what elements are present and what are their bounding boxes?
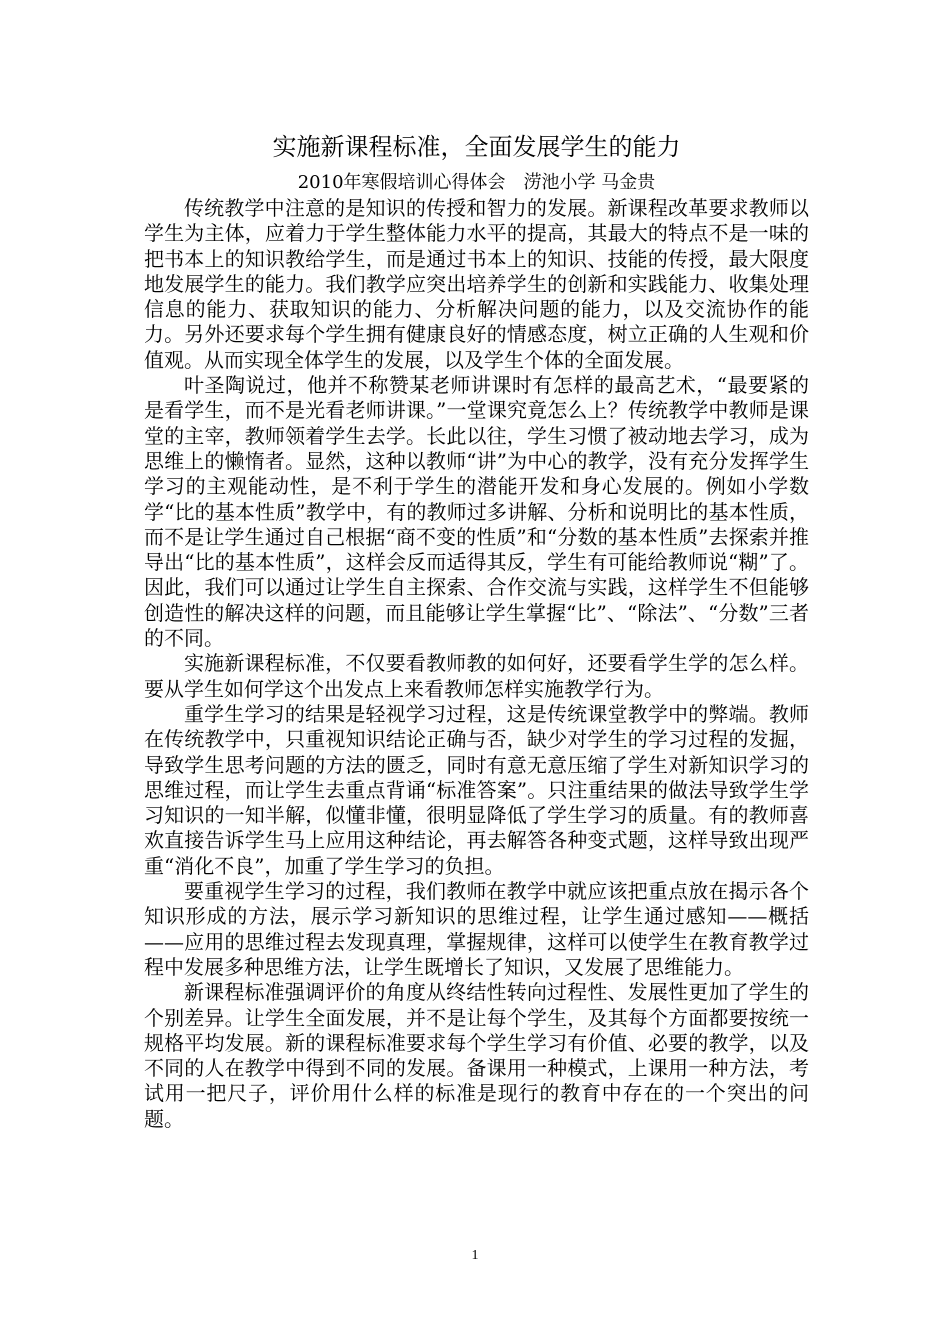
document-subtitle: 2010年寒假培训心得体会 涝池小学 马金贵 [297,172,656,193]
paragraph-3: 实施新课程标准，不仅要看教师教的如何好，还要看学生学的怎么样。要从学生如何学这个出发点上来看教师怎样实施教学行为。 [144,651,809,701]
paragraph-6: 新课程标准强调评价的角度从终结性转向过程性、发展性更加了学生的个别差异。让学生全面发展，并不是让每个学生，及其每个方面都要按统一规格平均发展。新的课程标准要求每个学生学习有价值、必要的教学，以及不同的人在教学中得到不同的发展。备课用一种模式，上课用一种方法，考试用一把尺子，评价用什么样的标准是现行的教育中存在的一个突出的问题。 [144,980,809,1131]
page-number: 1 [471,1248,479,1263]
paragraph-1: 传统教学中注意的是知识的传授和智力的发展。新课程改革要求教师以学生为主体，应着力于学生整体能力水平的提高，其最大的特点不是一味的把书本上的知识教给学生，而是通过书本上的知识、技能的传授，最大限度地发展学生的能力。我们教学应突出培养学生的创新和实践能力、收集处理信息的能力、获取知识的能力、分析解决问题的能力，以及交流协作的能力。另外还要求每个学生拥有健康良好的情感态度，树立正确的人生观和价值观。从而实现全体学生的发展，以及学生个体的全面发展。 [144,196,809,372]
paragraph-2: 叶圣陶说过，他并不称赞某老师讲课时有怎样的最高艺术，“最要紧的是看学生，而不是光看老师讲课。”一堂课究竟怎么上？传统教学中教师是课堂的主宰，教师领着学生去学。长此以往，学生习惯了被动地去学习，成为思维上的懒惰者。显然，这种以教师“讲”为中心的教学，没有充分发挥学生学习的主观能动性，是不利于学生的潜能开发和身心发展的。例如小学数学“比的基本性质”教学中，有的教师过多讲解、分析和说明比的基本性质，而不是让学生通过自己根据“商不变的性质”和“分数的基本性质”去探索并推导出“比的基本性质”，这样会反而适得其反，学生有可能给教师说“糊”了。因此，我们可以通过让学生自主探索、合作交流与实践，这样学生不但能够创造性的解决这样的问题，而且能够让学生掌握“比”、“除法”、“分数”三者的不同。 [144,373,809,651]
paragraph-4: 重学生学习的结果是轻视学习过程，这是传统课堂教学中的弊端。教师在传统教学中，只重视知识结论正确与否，缺少对学生的学习过程的发掘，导致学生思考问题的方法的匮乏，同时有意无意压缩了学生对新知识学习的思维过程，而让学生去重点背诵“标准答案”。只注重结果的做法导致学生学习知识的一知半解，似懂非懂，很明显降低了学生学习的质量。有的教师喜欢直接告诉学生马上应用这种结论，再去解答各种变式题，这样导致出现严重“消化不良”，加重了学生学习的负担。 [144,701,809,878]
document-title: 实施新课程标准，全面发展学生的能力 [272,133,681,161]
document-body [144,130,809,1132]
paragraph-5: 要重视学生学习的过程，我们教师在教学中就应该把重点放在揭示各个知识形成的方法，展示学习新知识的思维过程，让学生通过感知——概括——应用的思维过程去发现真理，掌握规律，这样可以使学生在教育教学过程中发展多种思维方法，让学生既增长了知识，又发展了思维能力。 [144,879,809,979]
